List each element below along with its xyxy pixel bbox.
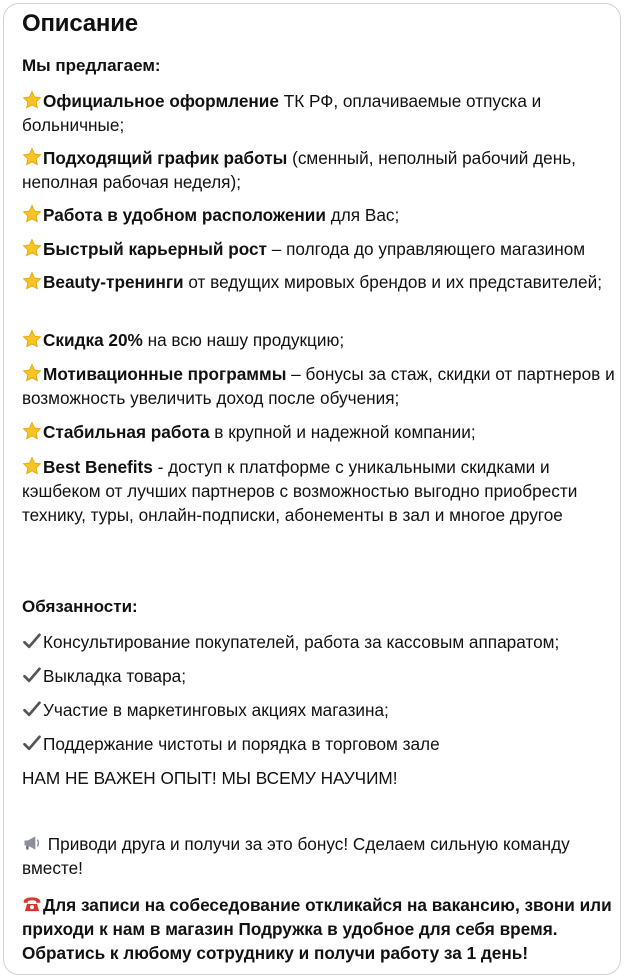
duty-text: Участие в маркетинговых акциях магазина; [43,700,389,720]
referral-text [22,832,622,880]
star-icon [22,271,42,291]
offer-bold: Подходящий график работы [43,148,288,168]
star-icon [22,421,42,441]
duty-text: Выкладка товара; [43,666,187,686]
list-item [22,146,622,194]
offer-bold: Работа в удобном расположении [43,205,326,225]
list-item [22,270,622,294]
duties-heading: Обязанности: [22,597,138,616]
star-icon [22,90,42,110]
list-item [22,362,622,410]
offer-text: ТК РФ, оплачиваемые отпуска и больничные; [22,91,542,135]
list-item [22,328,622,352]
offer-text: в крупной и надежной компании; [209,422,476,442]
duty-text: Консультирование покупателей, работа за кассовым аппаратом; [43,632,560,652]
star-icon [22,238,42,258]
list-item [22,237,626,261]
list-item [22,732,622,756]
offer-text: от ведущих мировых брендов и их представителей; [183,272,602,292]
check-icon [22,733,42,753]
offer-text: – бонусы за стаж, скидки от партнеров и возможность увеличить доход после обучения; [22,364,615,408]
list-item [22,89,622,137]
check-icon [22,699,42,719]
star-icon [22,329,42,349]
section-title: Описание [22,10,138,37]
star-icon [22,204,42,224]
offer-text: - доступ к платформе с уникальными скидками и кэшбеком от лучших партнеров с возможностью выгодно приобрести технику, туры, онлайн-подписки, абонементы в зал и многое другое [22,457,578,525]
offer-text: (сменный, неполный рабочий день, неполная рабочая неделя); [22,148,576,192]
experience-note: НАМ НЕ ВАЖЕН ОПЫТ! МЫ ВСЕМУ НАУЧИМ! [22,768,398,788]
offers-heading: Мы предлагаем: [22,56,161,75]
vacancy-description-card [3,3,621,975]
check-icon [22,631,42,651]
offer-bold: Стабильная работа [43,422,210,442]
referral-message: Приводи друга и получи за это бонус! Сделаем сильную команду вместе! [22,834,570,878]
list-item [22,420,622,444]
duty-text: Поддержание чистоты и порядка в торговом зале [43,734,440,754]
offer-bold: Быстрый карьерный рост [43,239,267,259]
list-item [22,664,622,688]
telephone-icon [22,894,42,914]
check-icon [22,665,42,685]
megaphone-icon [22,833,42,853]
offer-text: – полгода до управляющего магазином [266,239,586,259]
star-icon [22,363,42,383]
offer-text: на всю нашу продукцию; [142,330,345,350]
list-item [22,698,622,722]
list-item [22,630,622,654]
cta-message: Для записи на собеседование откликайся на вакансию, звони или приходи к нам в магазин Подружка в удобное для себя время. Обратись к любому сотруднику и получи работу за 1 день! [22,895,612,963]
offer-text: для Вас; [325,205,400,225]
list-item [22,203,622,227]
star-icon [22,147,42,167]
offer-bold: Официальное оформление [43,91,279,111]
cta-text [22,893,626,965]
star-icon [22,456,42,476]
offer-bold: Скидка 20% [43,330,143,350]
offer-bold: Мотивационные программы [43,364,287,384]
offer-bold: Best Benefits [43,457,153,477]
list-item [22,455,622,527]
offer-bold: Beauty-тренинги [43,272,184,292]
